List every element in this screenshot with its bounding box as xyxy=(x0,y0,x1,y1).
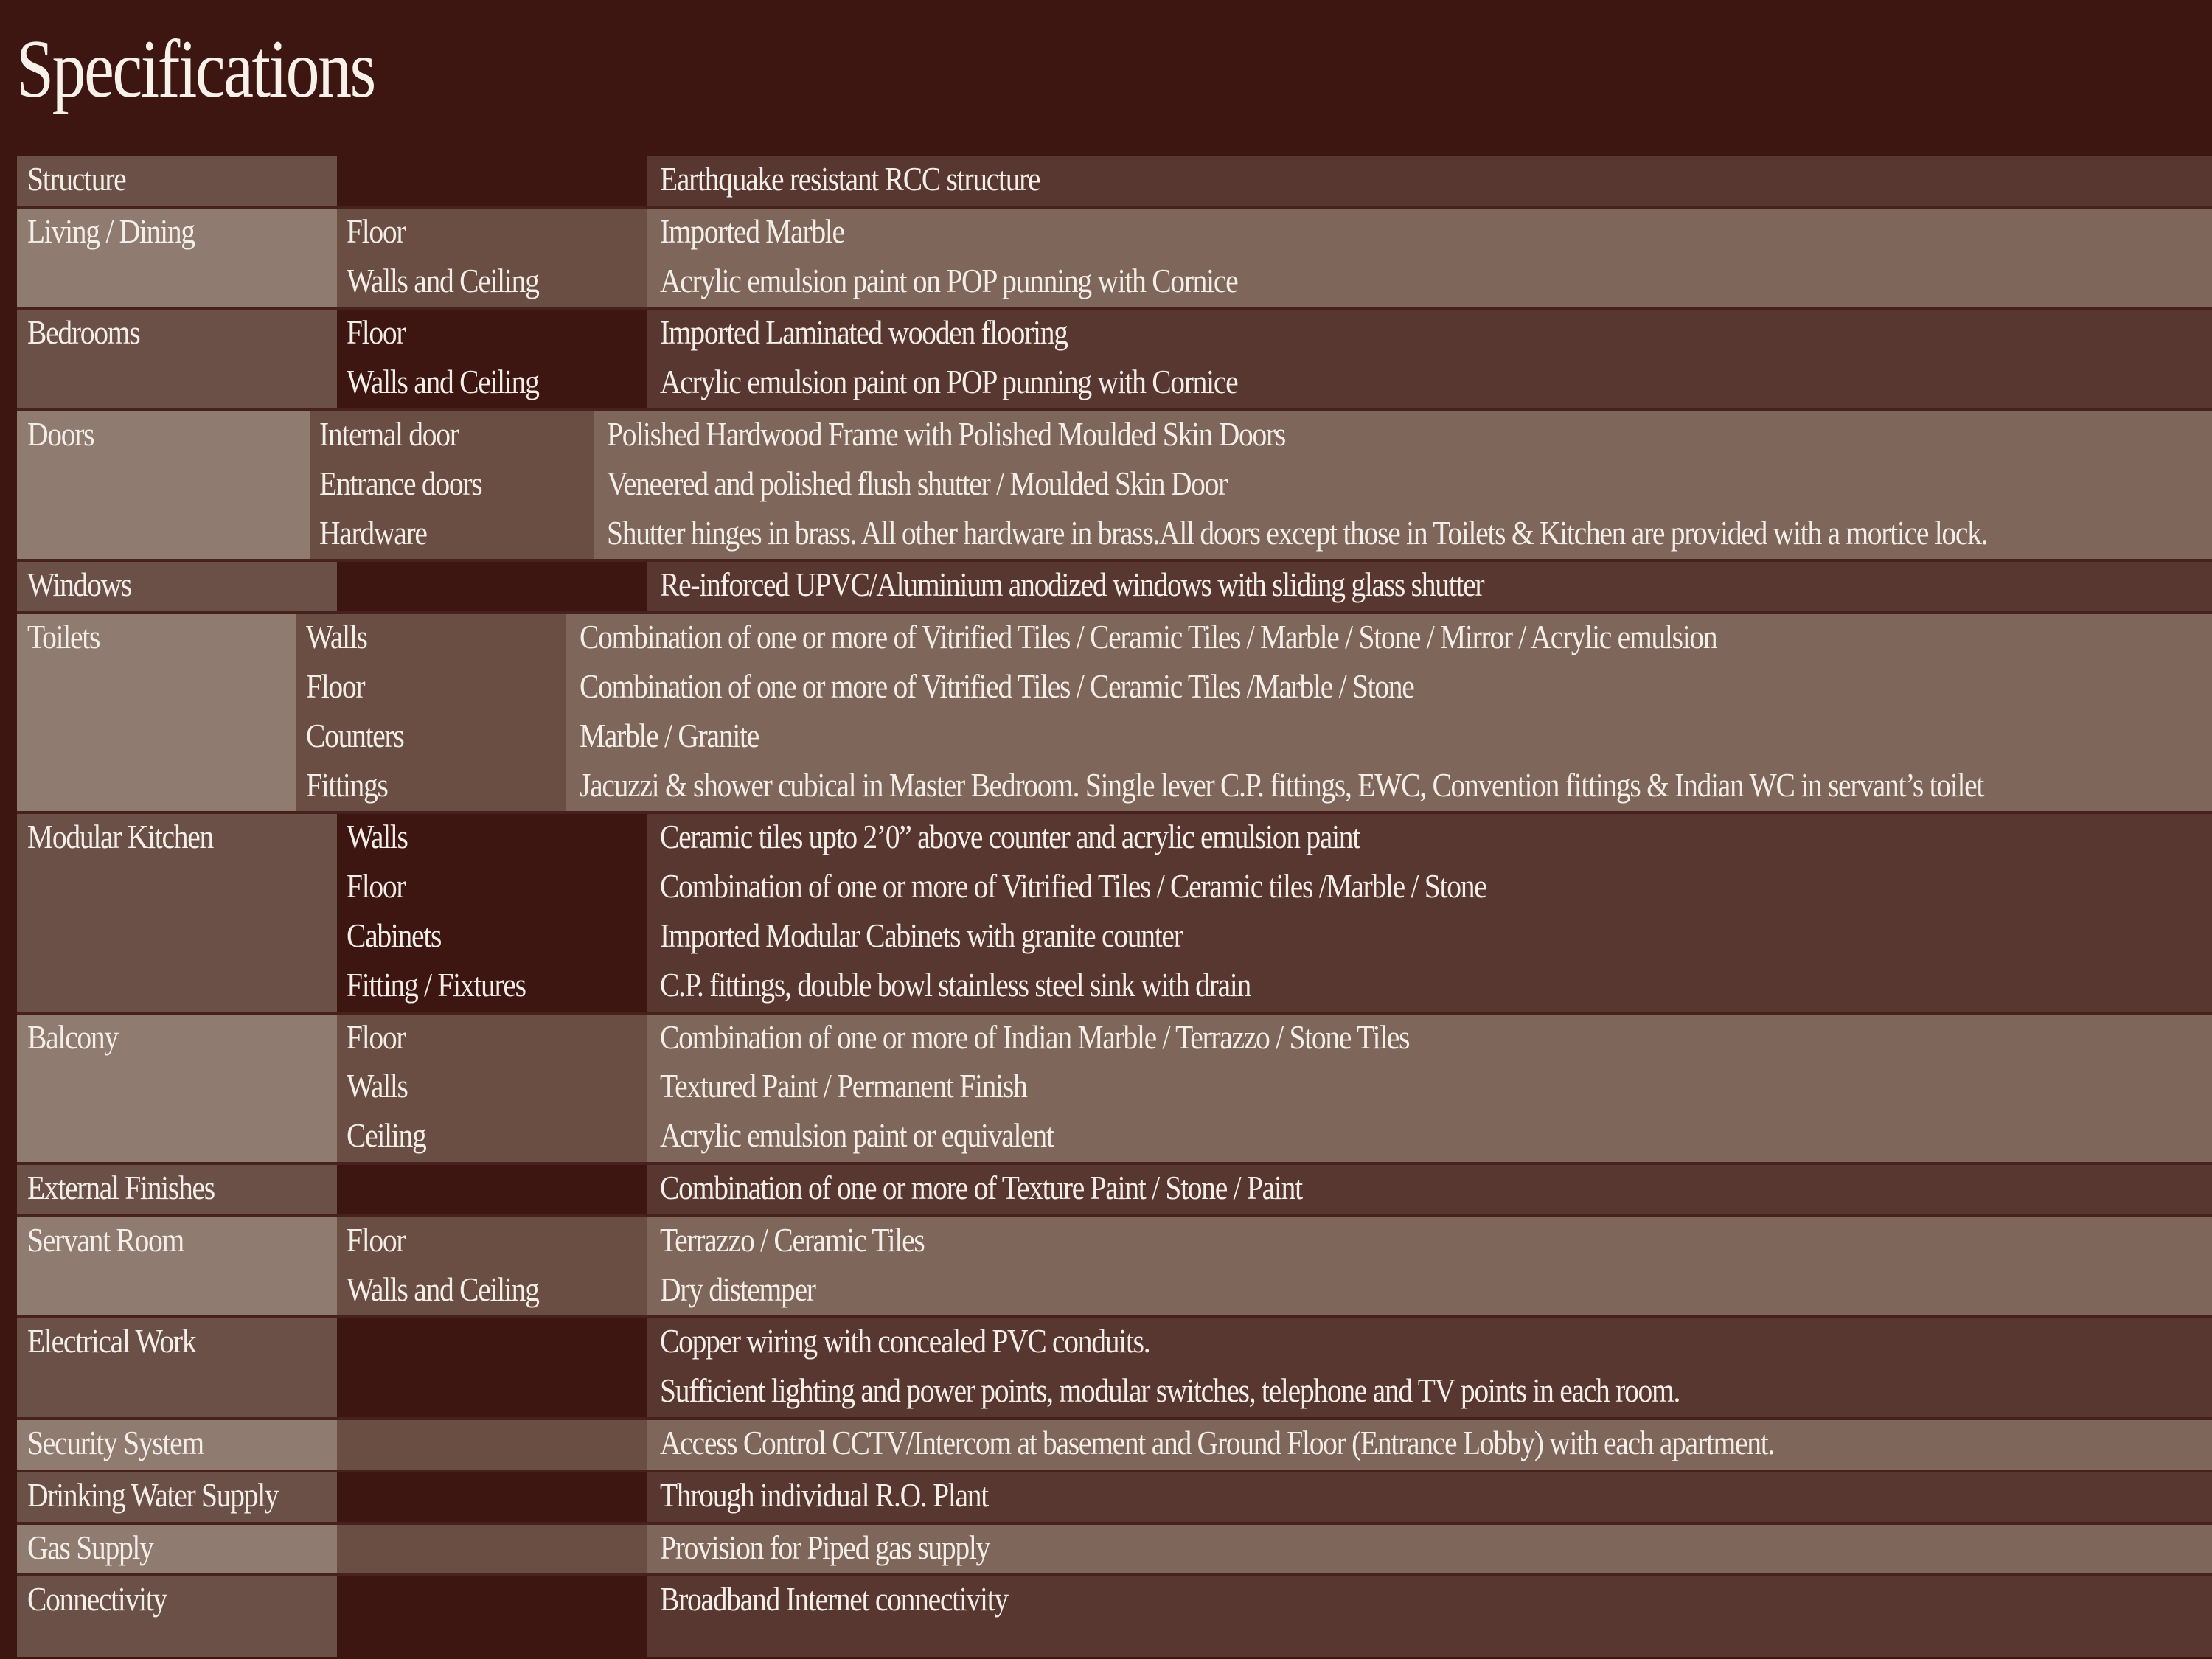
subcategory-cell xyxy=(337,209,647,307)
category-cell xyxy=(17,1472,337,1522)
specification-cell xyxy=(647,1165,2212,1214)
category-label: Toilets xyxy=(27,618,100,656)
subcategory-label: Hardware xyxy=(319,513,427,552)
specification-value: Ceramic tiles upto 2’0” above counter and acrylic emulsion paint xyxy=(660,818,1360,856)
specification-value: Marble / Granite xyxy=(579,716,759,754)
spec-group-balcony xyxy=(17,1012,2212,1162)
specification-value: Imported Modular Cabinets with granite counter xyxy=(660,916,1183,954)
category-cell xyxy=(17,310,337,408)
subcategory-label: Fitting / Fixtures xyxy=(347,965,526,1004)
subcategory-cell xyxy=(337,1165,647,1214)
subcategory-cell xyxy=(337,814,647,1011)
specification-cell xyxy=(647,1420,2212,1470)
specification-cell xyxy=(647,814,2212,1011)
spec-group-servant-room xyxy=(17,1214,2212,1316)
subcategory-cell xyxy=(296,614,566,811)
specification-cell xyxy=(594,411,2212,559)
subcategory-cell xyxy=(337,1217,647,1316)
specification-value: Terrazzo / Ceramic Tiles xyxy=(660,1220,925,1259)
spec-group-gas-supply xyxy=(17,1522,2212,1574)
specification-cell xyxy=(647,1318,2212,1417)
subcategory-label: Walls xyxy=(347,1067,408,1105)
subcategory-label: Fittings xyxy=(305,765,388,804)
subcategory-cell xyxy=(337,1472,647,1522)
category-cell xyxy=(17,1318,337,1417)
category-cell xyxy=(17,1576,337,1657)
category-cell xyxy=(17,1015,337,1162)
specification-value: Dry distemper xyxy=(660,1270,815,1308)
specification-value: Combination of one or more of Indian Marble / Terrazzo / Stone Tiles xyxy=(660,1018,1410,1056)
category-label: Living / Dining xyxy=(27,212,195,250)
subcategory-label: Walls and Ceiling xyxy=(347,1270,539,1308)
subcategory-label: Floor xyxy=(347,1220,406,1259)
category-label: Doors xyxy=(27,414,94,453)
specification-cell xyxy=(647,1525,2212,1574)
subcategory-cell xyxy=(337,310,647,408)
category-cell xyxy=(17,1165,337,1214)
category-cell xyxy=(17,1217,337,1316)
spec-group-doors xyxy=(17,408,2212,559)
specification-value: Veneered and polished flush shutter / Moulded Skin Door xyxy=(606,464,1227,502)
subcategory-label: Floor xyxy=(347,1018,406,1056)
category-label: Security System xyxy=(27,1423,204,1461)
category-label: Bedrooms xyxy=(27,313,140,352)
subcategory-label: Walls xyxy=(305,618,367,656)
subcategory-cell xyxy=(337,1525,647,1574)
subcategory-cell xyxy=(337,1420,647,1470)
specification-cell xyxy=(647,209,2212,307)
subcategory-label: Entrance doors xyxy=(319,464,482,502)
category-cell xyxy=(17,814,337,1011)
specification-value: Sufficient lighting and power points, modular switches, telephone and TV points in each room. xyxy=(660,1371,1680,1410)
specification-value: Jacuzzi & shower cubical in Master Bedroom. Single lever C.P. fittings, EWC, Convention fittings & Indian WC in servant’s toilet xyxy=(579,765,1984,804)
specification-cell xyxy=(647,156,2212,206)
category-cell xyxy=(17,614,296,811)
specification-cell xyxy=(647,1015,2212,1162)
subcategory-label: Floor xyxy=(347,212,406,250)
specification-cell xyxy=(647,1576,2212,1657)
subcategory-label: Floor xyxy=(347,313,406,352)
specification-value: Imported Laminated wooden flooring xyxy=(660,313,1068,352)
spec-group-windows xyxy=(17,559,2212,611)
spec-group-toilets xyxy=(17,611,2212,811)
specification-value: Acrylic emulsion paint on POP punning with Cornice xyxy=(660,363,1238,401)
specification-value: Combination of one or more of Texture Paint / Stone / Paint xyxy=(660,1168,1302,1206)
subcategory-cell xyxy=(337,156,647,206)
category-label: Windows xyxy=(27,566,132,604)
specification-value: Shutter hinges in brass. All other hardware in brass.All doors except those in Toilets & Kitchen are provided with a mortice lock. xyxy=(606,513,1988,552)
subcategory-cell xyxy=(337,1015,647,1162)
subcategory-cell xyxy=(337,562,647,611)
subcategory-cell xyxy=(337,1576,647,1657)
spec-group-living-dining xyxy=(17,206,2212,307)
spec-group-external-finishes xyxy=(17,1162,2212,1214)
specification-cell xyxy=(647,562,2212,611)
subcategory-label: Walls and Ceiling xyxy=(347,363,539,401)
category-label: Modular Kitchen xyxy=(27,818,214,856)
specification-value: Earthquake resistant RCC structure xyxy=(660,160,1040,198)
subcategory-label: Ceiling xyxy=(347,1116,426,1155)
specification-value: Access Control CCTV/Intercom at basement and Ground Floor (Entrance Lobby) with each apartment. xyxy=(660,1423,1775,1461)
category-label: Servant Room xyxy=(27,1220,184,1259)
specification-value: Through individual R.O. Plant xyxy=(660,1475,988,1514)
subcategory-label: Walls xyxy=(347,818,408,856)
specification-cell xyxy=(647,310,2212,408)
subcategory-label: Floor xyxy=(347,867,406,905)
specification-value: C.P. fittings, double bowl stainless steel sink with drain xyxy=(660,965,1251,1004)
category-label: Balcony xyxy=(27,1018,118,1056)
category-cell xyxy=(17,562,337,611)
specifications-table xyxy=(17,156,2212,1657)
specification-value: Combination of one or more of Vitrified Tiles / Ceramic Tiles / Marble / Stone / Mirror / Acrylic emulsion xyxy=(579,618,1717,656)
subcategory-label: Internal door xyxy=(319,414,459,453)
spec-group-drinking-water-supply xyxy=(17,1470,2212,1522)
specification-value: Combination of one or more of Vitrified Tiles / Ceramic Tiles /Marble / Stone xyxy=(579,667,1414,705)
specification-value: Imported Marble xyxy=(660,212,844,250)
specification-value: Acrylic emulsion paint or equivalent xyxy=(660,1116,1054,1155)
category-cell xyxy=(17,209,337,307)
spec-group-security-system xyxy=(17,1417,2212,1470)
specification-value: Acrylic emulsion paint on POP punning with Cornice xyxy=(660,261,1238,299)
spec-group-connectivity xyxy=(17,1573,2212,1657)
specification-cell xyxy=(566,614,2212,811)
category-cell xyxy=(17,1420,337,1470)
category-cell xyxy=(17,411,310,559)
specification-value: Polished Hardwood Frame with Polished Moulded Skin Doors xyxy=(606,414,1285,453)
page-title: Specifications xyxy=(16,24,375,115)
category-label: External Finishes xyxy=(27,1168,215,1206)
subcategory-cell xyxy=(337,1318,647,1417)
specification-value: Re-inforced UPVC/Aluminium anodized windows with sliding glass shutter xyxy=(660,566,1484,604)
specification-value: Textured Paint / Permanent Finish xyxy=(660,1067,1027,1105)
specification-value: Combination of one or more of Vitrified Tiles / Ceramic tiles /Marble / Stone xyxy=(660,867,1486,905)
spec-group-modular-kitchen xyxy=(17,811,2212,1011)
category-label: Drinking Water Supply xyxy=(27,1475,279,1514)
subcategory-label: Cabinets xyxy=(347,916,442,954)
specification-value: Broadband Internet connectivity xyxy=(660,1580,1008,1618)
category-cell xyxy=(17,156,337,206)
subcategory-label: Floor xyxy=(305,667,364,705)
category-label: Electrical Work xyxy=(27,1322,196,1360)
specification-cell xyxy=(647,1217,2212,1316)
category-label: Structure xyxy=(27,160,126,198)
category-label: Gas Supply xyxy=(27,1528,153,1566)
specification-cell xyxy=(647,1472,2212,1522)
subcategory-label: Counters xyxy=(305,716,404,754)
spec-group-structure xyxy=(17,156,2212,206)
category-cell xyxy=(17,1525,337,1574)
specification-value: Copper wiring with concealed PVC conduits. xyxy=(660,1322,1150,1360)
specification-value: Provision for Piped gas supply xyxy=(660,1528,990,1566)
category-label: Connectivity xyxy=(27,1580,167,1618)
spec-group-electrical-work xyxy=(17,1315,2212,1417)
subcategory-cell xyxy=(310,411,594,559)
subcategory-label: Walls and Ceiling xyxy=(347,261,539,299)
spec-group-bedrooms xyxy=(17,307,2212,408)
